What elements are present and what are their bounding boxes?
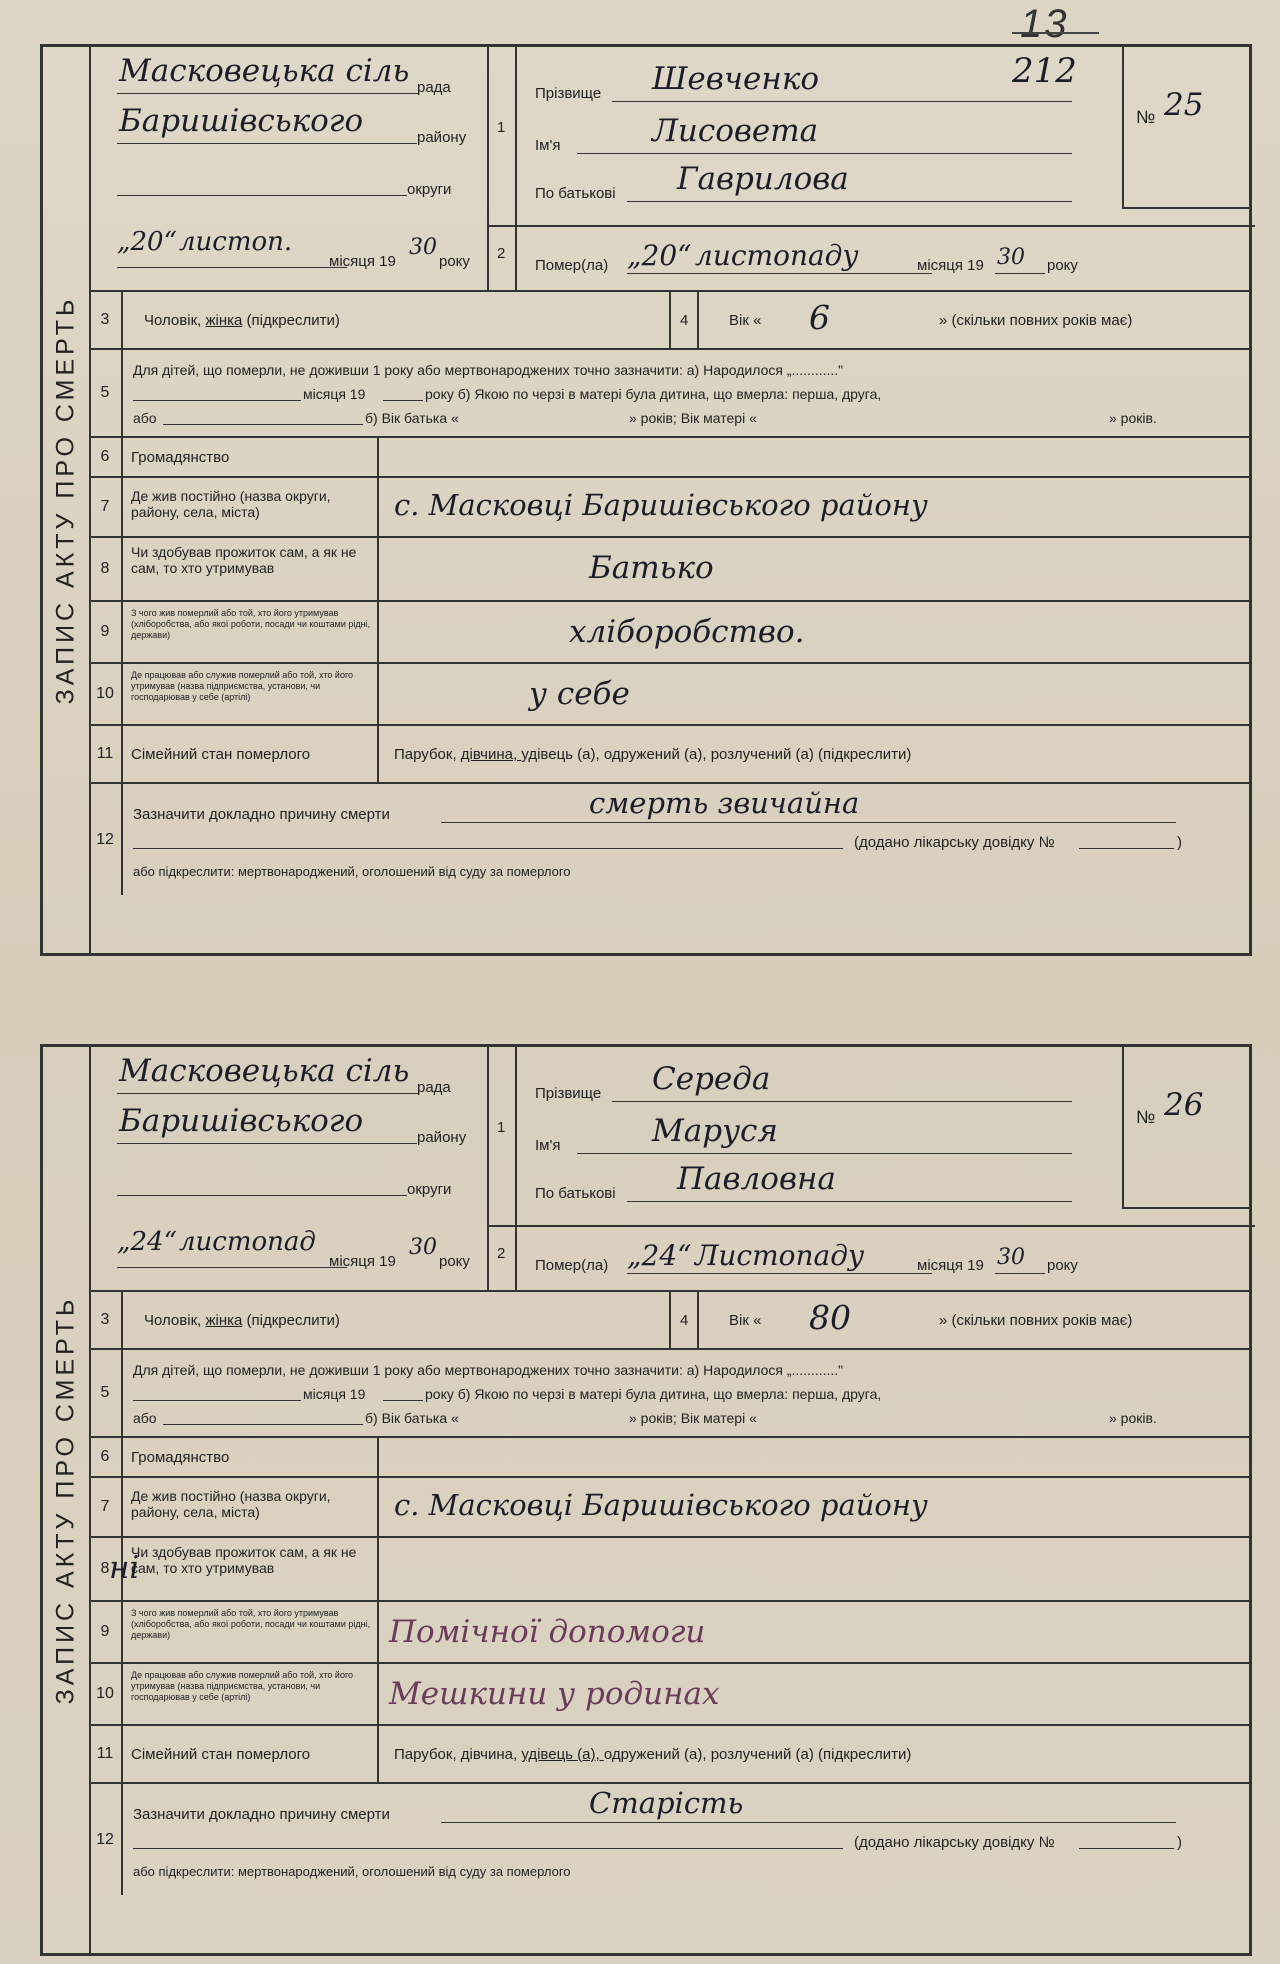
marital-option: розлучений (а) (підкреслити) xyxy=(710,746,912,763)
sex-female-underlined: жінка xyxy=(205,312,243,329)
okruhy-label: округи xyxy=(407,181,452,198)
death-year-value: 30 xyxy=(997,1245,1025,1270)
children-row: 5 Для дітей, що померли, не доживши 1 року або мертвонароджених точно зазначити: а) Народилося „............" місяця 19 року б) Якою по черзі в матері була дитина, що вмерла: перша, друга, або б) Вік батька « » років; Вік матері « » років. xyxy=(89,350,1249,438)
children-line-3c: » років; Вік матері « xyxy=(629,410,757,426)
surname-value: Середа xyxy=(652,1061,771,1097)
raion-label: району xyxy=(417,1129,467,1146)
marital-options xyxy=(394,746,911,763)
surname-label: Прізвище xyxy=(535,1085,602,1102)
marital-option: одружений (а), xyxy=(603,746,711,763)
marital-row: 11 Сімейний стан померлого Парубок, дівчина, удівець (а), одружений (а), розлучений (а) (підкреслити) xyxy=(89,726,1249,784)
children-line-2a: місяця 19 xyxy=(303,1386,366,1402)
death-roku-label: року xyxy=(1047,257,1078,274)
workplace-row: 10 Де працював або служив померлий або той, хто його утримував (назва підприємства, установи, чи господарював у себе (артілі) Мешкини у родинах xyxy=(89,1664,1249,1726)
children-line-2b: року б) Якою по черзі в матері була дитина, що вмерла: перша, друга, xyxy=(425,1386,882,1402)
death-date-cell xyxy=(517,1227,1249,1290)
record-date-day: „20“ xyxy=(117,227,177,257)
rada-value: Масковецька сіль xyxy=(119,53,410,89)
citizenship-label: Громадянство xyxy=(131,449,230,466)
workplace-value: у себе xyxy=(529,676,630,712)
record-date-month-label: місяця 19 xyxy=(329,253,396,270)
imia-label: Ім'я xyxy=(535,137,561,154)
citizenship-row: 6 Громадянство xyxy=(89,438,1249,478)
support-row: 8 Чи здобував прожиток сам, а як не сам, то хто утримував Батько xyxy=(89,538,1249,602)
registry-office-cell xyxy=(89,47,489,290)
citizenship-row: 6 Громадянство xyxy=(89,1438,1249,1478)
doctor-note-close: ) xyxy=(1177,834,1182,851)
sex-label: Чоловік, жінка (підкреслити) xyxy=(144,312,340,329)
age-label: Вік « xyxy=(729,1312,762,1329)
record-date-day: „24“ xyxy=(117,1227,177,1257)
record-number-label: № xyxy=(1136,1107,1156,1127)
side-title: ЗАПИС АКТУ ПРО СМЕРТЬ xyxy=(51,1295,80,1705)
side-title: ЗАПИС АКТУ ПРО СМЕРТЬ xyxy=(51,295,80,705)
workplace-row: 10 Де працював або служив померлий або той, хто його утримував (назва підприємства, установи, чи господарював у себе (артілі) у себе xyxy=(89,664,1249,726)
death-day-value: „24“ xyxy=(627,1239,692,1272)
cause-value: смерть звичайна xyxy=(589,786,860,820)
support-label: Чи здобував прожиток сам, а як не сам, то хто утримував xyxy=(131,544,357,576)
name-cell xyxy=(517,47,1249,227)
marital-option: дівчина, xyxy=(460,1746,522,1763)
residence-row: 7 Де жив постійно (назва округи, району, села, міста) с. Масковці Баришівського району xyxy=(89,1478,1249,1538)
record-number-box xyxy=(1122,1047,1249,1209)
marital-option: удівець (а), xyxy=(521,746,604,763)
death-roku-label: року xyxy=(1047,1257,1078,1274)
death-month-label: місяця 19 xyxy=(917,1257,984,1274)
livelihood-value: хліборобство. xyxy=(569,614,805,650)
children-line-3d: » років. xyxy=(1109,410,1157,426)
support-label: Чи здобував прожиток сам, а як не сам, то хто утримував xyxy=(131,1544,357,1576)
support-value: Батько xyxy=(589,550,714,586)
stamp-number: 212 xyxy=(1012,51,1077,91)
patronymic-value: Гаврилова xyxy=(677,161,849,197)
age-label: Вік « xyxy=(729,312,762,329)
death-record-form xyxy=(40,1044,1252,1956)
cause-row: 12 Зазначити докладно причину смерти Старість (додано лікарську довідку № ) або підкреслити: мертвонароджений, оголошений від суду за померлого xyxy=(89,1784,1249,1895)
raion-label: району xyxy=(417,129,467,146)
header-block xyxy=(89,1047,1249,1292)
registry-office-cell xyxy=(89,1047,489,1290)
marital-label: Сімейний стан померлого xyxy=(131,746,311,763)
residence-label: Де жив постійно (назва округи, району, села, міста) xyxy=(131,1488,331,1520)
row-num-1-2: 1 2 xyxy=(489,1047,517,1290)
header-block xyxy=(89,47,1249,292)
children-line-3c: » років; Вік матері « xyxy=(629,1410,757,1426)
sex-age-row: 3 Чоловік, жінка (підкреслити) 4 Вік « 80 » (скільки повних років має) xyxy=(89,1292,1249,1350)
age-value: 80 xyxy=(809,1298,851,1337)
residence-value: с. Масковці Баришівського району xyxy=(394,488,928,522)
okruhy-label: округи xyxy=(407,1181,452,1198)
marital-label: Сімейний стан померлого xyxy=(131,1746,311,1763)
livelihood-row: 9 З чого жив померлий або той, хто його утримував (хліборобства, або якої роботи, посади чи коштами рідні, держави) хліборобство. xyxy=(89,602,1249,664)
death-date-cell xyxy=(517,227,1249,290)
marital-option: Парубок, xyxy=(394,1746,461,1763)
residence-row: 7 Де жив постійно (назва округи, району, села, міста) с. Масковці Баришівського району xyxy=(89,478,1249,538)
stillborn-note: або підкреслити: мертвонароджений, оголошений від суду за померлого xyxy=(133,1864,571,1879)
age-note: » (скільки повних років має) xyxy=(939,1312,1133,1329)
raion-value: Баришівського xyxy=(119,1103,364,1139)
side-title-column xyxy=(43,47,91,953)
row-num-4: 4 xyxy=(671,292,699,348)
stillborn-note: або підкреслити: мертвонароджений, оголошений від суду за померлого xyxy=(133,864,571,879)
residence-value: с. Масковці Баришівського району xyxy=(394,1488,928,1522)
residence-label: Де жив постійно (назва округи, району, села, міста) xyxy=(131,488,331,520)
marital-row: 11 Сімейний стан померлого Парубок, дівчина, удівець (а), одружений (а), розлучений (а) (підкреслити) xyxy=(89,1726,1249,1784)
first-name-value: Маруся xyxy=(652,1113,778,1149)
age-value: 6 xyxy=(809,298,830,337)
record-date-year: 30 xyxy=(409,1235,437,1260)
row-num-1-2: 1 2 xyxy=(489,47,517,290)
cause-label: Зазначити докладно причину смерти xyxy=(133,806,390,823)
sex-age-row: 3 Чоловік, жінка (підкреслити) 4 Вік « 6 » (скільки повних років має) xyxy=(89,292,1249,350)
workplace-label: Де працював або служив померлий або той, хто його утримував (назва підприємства, установи, чи господарював у себе (артілі) xyxy=(131,670,354,702)
sex-female-underlined: жінка xyxy=(205,1312,243,1329)
marital-option: удівець (а), xyxy=(521,1746,604,1763)
death-month-label: місяця 19 xyxy=(917,257,984,274)
support-row: 8 Чи здобував прожиток сам, а як не сам, то хто утримував ні xyxy=(89,1538,1249,1602)
workplace-value: Мешкини у родинах xyxy=(389,1676,720,1712)
record-number-box xyxy=(1122,47,1249,209)
sex-label: Чоловік, жінка (підкреслити) xyxy=(144,1312,340,1329)
patronymic-value: Павловна xyxy=(677,1161,836,1197)
livelihood-label: З чого жив померлий або той, хто його утримував (хліборобства, або якої роботи, посади чи коштами рідні, держави) xyxy=(131,608,371,640)
death-year-value: 30 xyxy=(997,245,1025,270)
record-date-month-label: місяця 19 xyxy=(329,1253,396,1270)
record-number-value: 25 xyxy=(1164,87,1204,123)
children-line-3b: б) Вік батька « xyxy=(365,410,459,426)
first-name-value: Лисовета xyxy=(652,113,819,149)
livelihood-label: З чого жив померлий або той, хто його утримував (хліборобства, або якої роботи, посади чи коштами рідні, держави) xyxy=(131,1608,371,1640)
livelihood-value: Помічної допомоги xyxy=(389,1614,706,1650)
imia-label: Ім'я xyxy=(535,1137,561,1154)
age-note: » (скільки повних років має) xyxy=(939,312,1133,329)
marital-options xyxy=(394,1746,911,1763)
rada-label: рада xyxy=(417,1079,451,1096)
marital-option: одружений (а), xyxy=(603,1746,711,1763)
record-date-month: листопад xyxy=(179,1227,316,1257)
side-title-column xyxy=(43,1047,91,1953)
children-line-3a: або xyxy=(133,1410,157,1426)
support-value: ні xyxy=(109,1550,140,1586)
patronymic-label: По батькові xyxy=(535,1185,616,1202)
record-number-value: 26 xyxy=(1164,1087,1204,1123)
citizenship-label: Громадянство xyxy=(131,1449,230,1466)
page-number: 13 xyxy=(1020,2,1069,46)
children-line-2a: місяця 19 xyxy=(303,386,366,402)
marital-option: Парубок, xyxy=(394,746,461,763)
pomer-label: Помер(ла) xyxy=(535,257,609,274)
surname-value: Шевченко xyxy=(652,61,819,97)
death-month-value: листопаду xyxy=(695,239,859,272)
workplace-label: Де працював або служив померлий або той, хто його утримував (назва підприємства, установи, чи господарював у себе (артілі) xyxy=(131,1670,354,1702)
children-line-1: Для дітей, що померли, не доживши 1 року або мертвонароджених точно зазначити: а) Народилося „............" xyxy=(133,362,844,378)
doctor-note-close: ) xyxy=(1177,1834,1182,1851)
raion-value: Баришівського xyxy=(119,103,364,139)
death-month-value: Листопаду xyxy=(695,1239,865,1272)
rada-value: Масковецька сіль xyxy=(119,1053,410,1089)
doctor-note: (додано лікарську довідку № xyxy=(854,1834,1055,1851)
surname-label: Прізвище xyxy=(535,85,602,102)
record-date-roku: року xyxy=(439,253,470,270)
children-line-3b: б) Вік батька « xyxy=(365,1410,459,1426)
children-row: 5 Для дітей, що померли, не доживши 1 року або мертвонароджених точно зазначити: а) Народилося „............" місяця 19 року б) Якою по черзі в матері була дитина, що вмерла: перша, друга, або б) Вік батька « » років; Вік матері « » років. xyxy=(89,1350,1249,1438)
name-cell xyxy=(517,1047,1249,1227)
record-date-month: листоп. xyxy=(179,227,293,257)
death-day-value: „20“ xyxy=(627,239,692,272)
children-line-3d: » років. xyxy=(1109,1410,1157,1426)
record-number-label: № xyxy=(1136,107,1156,127)
marital-option: розлучений (а) (підкреслити) xyxy=(710,1746,912,1763)
rada-label: рада xyxy=(417,79,451,96)
cause-row: 12 Зазначити докладно причину смерти смерть звичайна (додано лікарську довідку № ) або підкреслити: мертвонароджений, оголошений від суду за померлого xyxy=(89,784,1249,895)
marital-option: дівчина, xyxy=(460,746,522,763)
patronymic-label: По батькові xyxy=(535,185,616,202)
livelihood-row: 9 З чого жив померлий або той, хто його утримував (хліборобства, або якої роботи, посади чи коштами рідні, держави) Помічної допомоги xyxy=(89,1602,1249,1664)
doctor-note: (додано лікарську довідку № xyxy=(854,834,1055,851)
cause-value: Старість xyxy=(589,1786,744,1820)
children-line-2b: року б) Якою по черзі в матері була дитина, що вмерла: перша, друга, xyxy=(425,386,882,402)
pomer-label: Помер(ла) xyxy=(535,1257,609,1274)
children-line-1: Для дітей, що померли, не доживши 1 року або мертвонароджених точно зазначити: а) Народилося „............" xyxy=(133,1362,844,1378)
row-num-4: 4 xyxy=(671,1292,699,1348)
children-line-3a: або xyxy=(133,410,157,426)
cause-label: Зазначити докладно причину смерти xyxy=(133,1806,390,1823)
record-date-year: 30 xyxy=(409,235,437,260)
record-date-roku: року xyxy=(439,1253,470,1270)
death-record-form xyxy=(40,44,1252,956)
